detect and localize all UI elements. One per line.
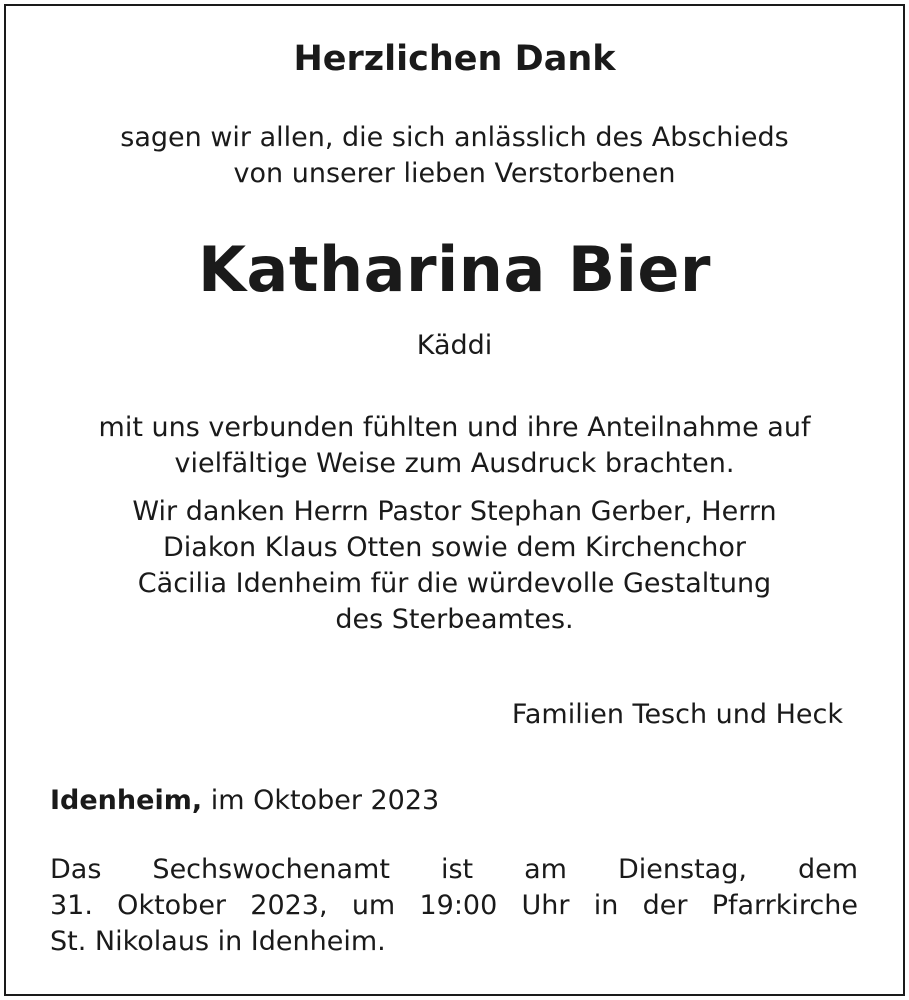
paragraph-line: des Sterbeamtes. xyxy=(335,604,574,635)
page-title: Herzlichen Dank xyxy=(293,39,616,79)
intro-line: von unserer lieben Verstorbenen xyxy=(233,158,676,189)
deceased-nickname: Käddi xyxy=(416,330,493,361)
family-signature: Familien Tesch und Heck xyxy=(511,699,843,730)
date-text: im Oktober 2023 xyxy=(210,785,440,816)
memorial-service-notice xyxy=(50,852,858,960)
notice-line: St. Nikolaus in Idenheim. xyxy=(50,926,386,957)
intro-text xyxy=(0,120,909,192)
notice-line: Das Sechswochenamt ist am Dienstag, dem xyxy=(50,854,858,885)
thanks-paragraph xyxy=(0,410,909,482)
paragraph-line: Cäcilia Idenheim für die würdevolle Gestaltung xyxy=(137,568,772,599)
place-date xyxy=(50,783,439,819)
paragraph-line: mit uns verbunden fühlten und ihre Anteilnahme auf xyxy=(98,412,811,443)
intro-line: sagen wir allen, die sich anlässlich des Abschieds xyxy=(120,122,789,153)
notice-line: 31. Oktober 2023, um 19:00 Uhr in der Pfarrkirche xyxy=(50,890,858,921)
paragraph-line: Wir danken Herrn Pastor Stephan Gerber, Herrn xyxy=(132,496,777,527)
paragraph-line: Diakon Klaus Otten sowie dem Kirchenchor xyxy=(163,532,746,563)
deceased-name: Katharina Bier xyxy=(197,233,712,306)
place-name: Idenheim, xyxy=(50,785,203,816)
acknowledgement-paragraph xyxy=(0,494,909,638)
paragraph-line: vielfältige Weise zum Ausdruck brachten. xyxy=(174,448,735,479)
